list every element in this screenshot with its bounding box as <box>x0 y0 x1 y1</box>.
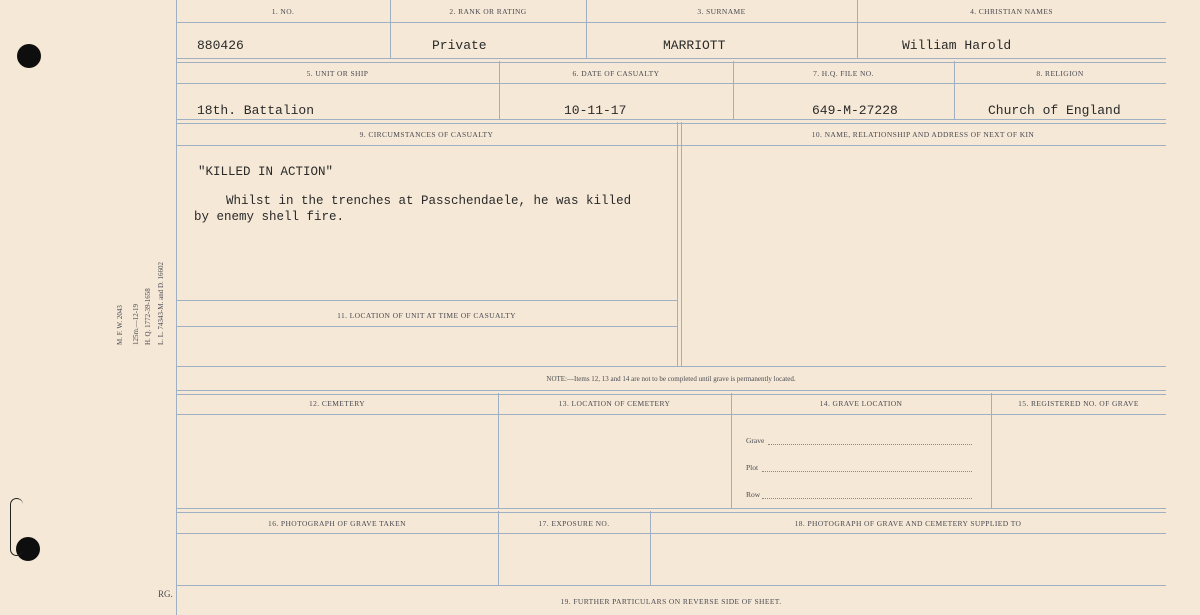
punch-hole-top <box>17 44 41 68</box>
side-form-number: M. F. W. 2043 <box>116 305 124 345</box>
side-hq-ref: H. Q. 1772-39-1658 <box>144 288 152 345</box>
grave-field-line <box>768 444 972 445</box>
exposure-label: 17. EXPOSURE NO. <box>538 519 610 528</box>
row2-header-rule <box>176 83 1166 84</box>
unit-label: 5. UNIT OR SHIP <box>306 69 369 78</box>
circumstances-line-3: by enemy shell fire. <box>194 210 345 224</box>
row1-header-rule <box>176 22 1166 23</box>
location-unit-label: 11. LOCATION OF UNIT AT TIME OF CASUALTY <box>337 311 516 320</box>
location-cemetery-label: 13. LOCATION OF CEMETERY <box>558 399 671 408</box>
date-label: 6. DATE OF CASUALTY <box>572 69 660 78</box>
christian-names-value: William Harold <box>902 38 1012 53</box>
row3-divider <box>677 122 682 366</box>
side-ll-ref: L. L. 74343-M. and D. 16602 <box>157 261 165 345</box>
location-top-rule <box>176 300 677 301</box>
grave-location-label: 14. GRAVE LOCATION <box>819 399 903 408</box>
plot-field-label: Plot <box>746 463 759 472</box>
row2-bottom-rule <box>176 119 1166 124</box>
photo-supplied-label: 18. PHOTOGRAPH OF GRAVE AND CEMETERY SUPPLIED TO <box>794 519 1022 528</box>
note-top-rule <box>176 366 1166 367</box>
row4-divider-1 <box>498 393 499 508</box>
registered-no-label: 15. REGISTERED NO. OF GRAVE <box>1018 399 1139 408</box>
surname-value: MARRIOTT <box>663 38 726 53</box>
rank-value: Private <box>432 38 487 53</box>
row4-divider-2 <box>731 393 732 508</box>
file-no-value: 649-M-27228 <box>812 103 898 118</box>
row1-bottom-rule <box>176 58 1166 63</box>
row4-divider-3 <box>991 393 992 508</box>
row4-top-rule <box>176 390 1166 395</box>
circumstances-line-2: Whilst in the trenches at Passchendaele, he was killed <box>226 194 632 208</box>
row5-bottom-rule <box>176 585 1166 586</box>
date-value: 10-11-17 <box>564 103 627 118</box>
surname-label: 3. SURNAME <box>697 7 746 16</box>
side-print-run: 125m.—12-19 <box>132 303 140 345</box>
religion-label: 8. RELIGION <box>1036 69 1084 78</box>
row4-header-rule <box>176 414 1166 415</box>
cemetery-label: 12. CEMETERY <box>308 399 366 408</box>
photo-taken-label: 16. PHOTOGRAPH OF GRAVE TAKEN <box>268 519 406 528</box>
next-of-kin-label: 10. NAME, RELATIONSHIP AND ADDRESS OF NEXT OF KIN <box>811 130 1035 139</box>
rank-label: 2. RANK OR RATING <box>449 7 527 16</box>
no-value: 880426 <box>197 38 244 53</box>
row3-header-rule <box>176 145 1166 146</box>
religion-value: Church of England <box>988 103 1121 118</box>
file-no-label: 7. H.Q. FILE NO. <box>813 69 874 78</box>
grave-field-label: Grave <box>746 436 765 445</box>
plot-field-line <box>762 471 972 472</box>
row-field-line <box>762 498 972 499</box>
row5-top-rule <box>176 508 1166 513</box>
circumstances-label: 9. CIRCUMSTANCES OF CASUALTY <box>359 130 494 139</box>
binder-ring-icon <box>10 498 23 556</box>
row5-header-rule <box>176 533 1166 534</box>
unit-value: 18th. Battalion <box>197 103 315 118</box>
location-header-rule <box>176 326 677 327</box>
corner-mark: RG. <box>158 589 173 599</box>
further-particulars-label: 19. FURTHER PARTICULARS ON REVERSE SIDE OF SHEET. <box>560 597 782 606</box>
completion-note: NOTE:—Items 12, 13 and 14 are not to be completed until grave is permanently located. <box>546 375 796 383</box>
no-label: 1. NO. <box>271 7 295 16</box>
circumstances-line-1: "KILLED IN ACTION" <box>198 165 334 179</box>
row-field-label: Row <box>746 490 761 499</box>
christian-names-label: 4. CHRISTIAN NAMES <box>970 7 1053 16</box>
